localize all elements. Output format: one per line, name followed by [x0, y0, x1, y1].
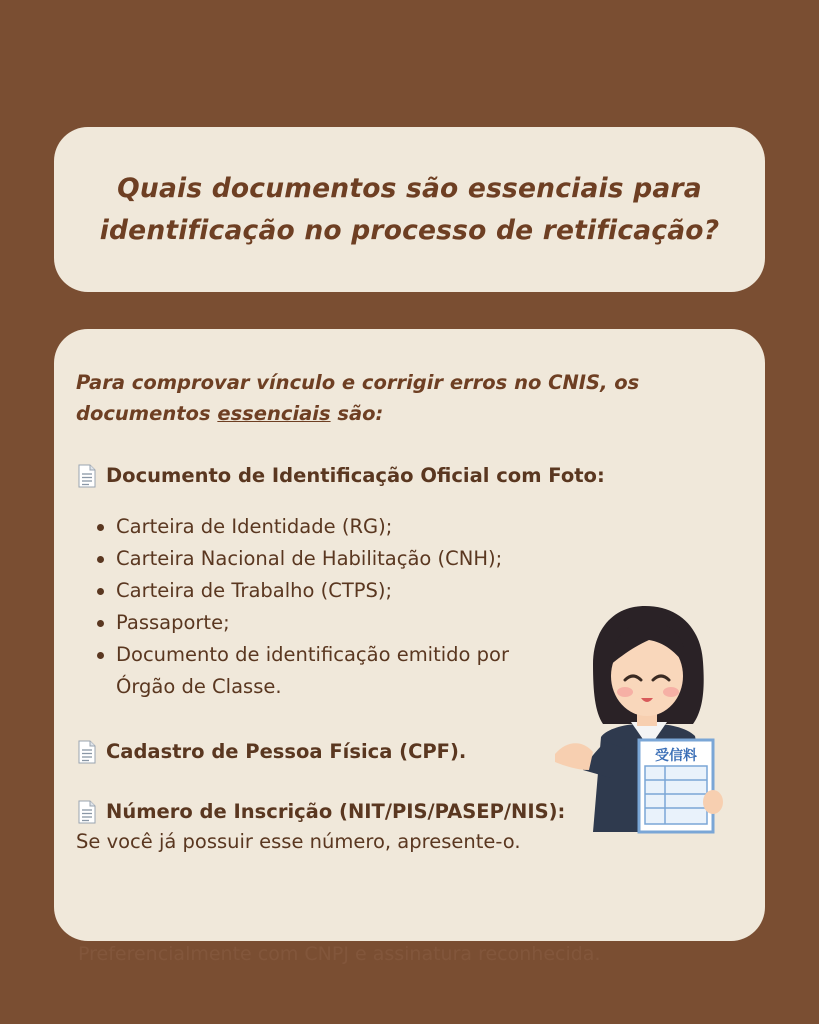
form-sign-text: 受信料	[655, 748, 697, 764]
document-icon	[76, 800, 98, 824]
list-item: Passaporte;	[116, 607, 743, 639]
intro-before: Para comprovar vínculo e corrigir erros no CNIS, os documentos	[76, 371, 640, 425]
list-item: Carteira Nacional de Habilitação (CNH);	[116, 543, 743, 575]
faded-footnote: Preferencialmente com CNPJ e assinatura reconhecida.	[78, 943, 601, 965]
intro-text	[76, 367, 743, 429]
title-line-2: identificação no processo de retificação?	[99, 214, 720, 246]
nit-note: Se você já possuir esse número, apresente-o.	[76, 830, 521, 853]
section-heading-id	[76, 461, 743, 491]
intro-underlined: essenciais	[217, 402, 331, 425]
document-icon	[76, 740, 98, 764]
list-item-line-2: Órgão de Classe.	[116, 675, 282, 698]
section-heading-label: Número de Inscrição (NIT/PIS/PASEP/NIS):	[106, 800, 566, 823]
document-icon	[76, 464, 98, 488]
section-heading-label: Documento de Identificação Oficial com Foto:	[106, 464, 605, 487]
list-item: Carteira de Identidade (RG);	[116, 511, 743, 543]
intro-after: são:	[330, 402, 384, 425]
list-item: Carteira de Trabalho (CTPS);	[116, 575, 743, 607]
title-card	[54, 127, 765, 292]
title-line-1: Quais documentos são essenciais para	[117, 172, 702, 204]
woman-holding-form-illustration	[553, 602, 743, 847]
list-item-line-1: Documento de identificação emitido por	[116, 643, 509, 666]
section-heading-label: Cadastro de Pessoa Física (CPF).	[106, 740, 467, 763]
page-title	[100, 168, 720, 252]
